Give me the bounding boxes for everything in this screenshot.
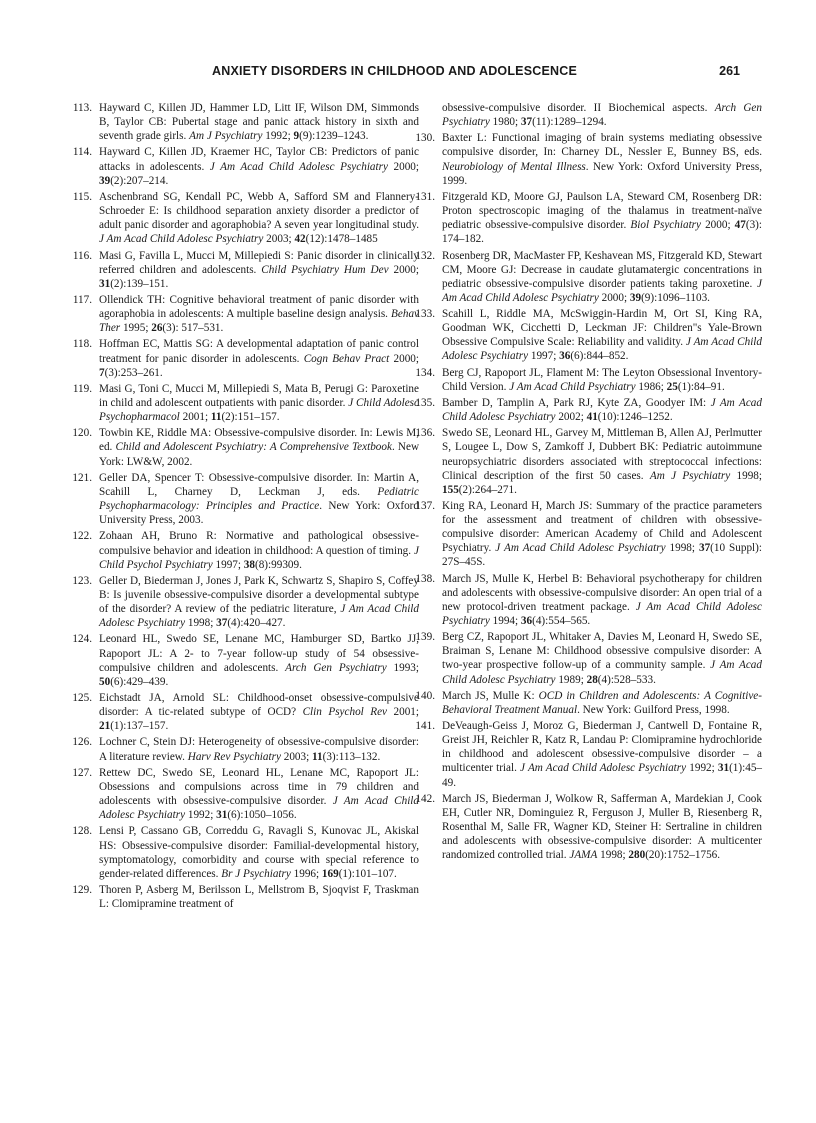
reference-number: 133. — [415, 308, 435, 321]
journal-title: J Am Acad Child Adolesc Psychiatry — [209, 160, 388, 173]
reference-segment: 1994; — [489, 614, 521, 627]
reference-text — [99, 735, 419, 763]
volume-number: 42 — [294, 233, 306, 246]
reference-text — [99, 101, 419, 143]
reference-segment: (8):99309. — [254, 558, 302, 571]
reference-item — [62, 471, 419, 527]
reference-segment: Baxter L: Functional imaging of brain systems mediating obsessive compulsive disorder, In: Charney DL, Nessler E, Bunney BS, eds. — [442, 132, 762, 159]
reference-number: 132. — [415, 249, 435, 262]
reference-number: 128. — [72, 825, 92, 838]
reference-segment: Geller DA, Spencer T: Obsessive-compulsive disorder. In: Martin A, Scahill L, Charney D, Leckman J, eds. — [99, 471, 419, 498]
reference-number: 125. — [72, 692, 92, 704]
journal-title: Clin Psychol Rev — [302, 706, 388, 719]
volume-number: 169 — [321, 867, 339, 880]
reference-text — [99, 574, 419, 630]
reference-segment: Zohaan AH, Bruno R: Normative and pathological obsessive-compulsive behavior and ideation in childhood: A question of timing. — [99, 530, 419, 557]
reference-text — [99, 529, 419, 571]
volume-number: 21 — [99, 720, 111, 733]
volume-number: 155 — [442, 483, 459, 496]
reference-number: 117. — [72, 293, 92, 306]
reference-number: 123. — [72, 574, 92, 587]
volume-number: 37 — [698, 542, 711, 555]
reference-text — [99, 766, 419, 822]
reference-segment: 1993; — [386, 661, 420, 674]
journal-title: J Am Acad Child Adolesc Psychiatry — [442, 659, 762, 686]
reference-text — [442, 190, 762, 246]
reference-segment: (2):264–271. — [458, 483, 517, 496]
reference-number: 118. — [72, 338, 92, 351]
reference-segment: 2000; — [388, 263, 419, 276]
reference-column-left — [62, 101, 419, 913]
reference-item — [62, 101, 419, 143]
volume-number: 39 — [629, 291, 642, 304]
reference-segment: Towbin KE, Riddle MA: Obsessive-compulsive disorder. In: Lewis M, ed. — [99, 427, 419, 454]
reference-segment: (12):1478–1485 — [305, 233, 378, 246]
reference-segment: . New York: LW&W, 2002. — [99, 441, 420, 468]
volume-number: 38 — [243, 558, 255, 571]
reference-segment: 2000; — [598, 291, 630, 304]
reference-number: 141. — [415, 720, 435, 733]
reference-segment: 2000; — [387, 160, 419, 173]
reference-number: 139. — [415, 631, 435, 644]
reference-text — [442, 366, 762, 394]
reference-segment: (10 Suppl): 27S–45S. — [442, 542, 763, 569]
reference-text — [99, 145, 419, 187]
volume-number: 7 — [99, 366, 105, 379]
volume-number: 37 — [216, 617, 228, 630]
reference-item — [62, 529, 419, 571]
reference-segment: King RA, Leonard H, March JS: Summary of the practice parameters for the assessment and treatment of children with obsessive-compulsive disorder: American Academy of Child and Adolescent Psychiatry. — [442, 500, 762, 555]
reference-segment: (1):84–91. — [677, 380, 725, 393]
reference-segment: 1998; — [597, 849, 629, 862]
reference-text — [442, 101, 762, 129]
volume-number: 9 — [293, 130, 300, 143]
reference-item — [405, 792, 762, 862]
reference-segment: March JS, Biederman J, Wolkow R, Safferman A, Mardekian J, Cook EH, Cutler NR, Dominguiez R, Ferguson J, Muller B, Riesenberg R, Rosenthal M, Salle FR, Wagner KD, Steiner H: Sertraline in children and adolescents with obsessive-compulsive disorder: A multicenter randomized controlled trial. — [442, 792, 762, 862]
reference-segment: (4):554–565. — [532, 614, 591, 627]
volume-number: 280 — [628, 849, 646, 862]
reference-item — [62, 249, 419, 291]
journal-title: Arch Gen Psychiatry — [285, 661, 387, 674]
journal-title: J Am Acad Child Adolesc Psychiatry — [442, 397, 762, 424]
volume-number: 36 — [520, 614, 533, 627]
reference-item — [405, 131, 762, 187]
reference-item — [62, 382, 419, 424]
reference-number: 119. — [72, 382, 92, 395]
reference-segment: 2003; — [280, 750, 313, 763]
reference-segment: Geller D, Biederman J, Jones J, Park K, Schwartz S, Shapiro S, Coffey B: Is juvenile obsessive-compulsive disorder a developmental subtype of the disorder? A review of the pediatric literature, — [99, 574, 419, 616]
reference-text — [99, 249, 419, 291]
reference-number: 129. — [72, 883, 92, 896]
reference-segment: Masi G, Toni C, Mucci M, Millepiedi S, Mata B, Perugi G: Paroxetine in child and adolescent outpatients with panic disorder. — [99, 382, 419, 409]
reference-number: 130. — [415, 132, 435, 145]
reference-number: 114. — [72, 146, 92, 159]
reference-number: 142. — [415, 792, 435, 805]
reference-number: 115. — [72, 190, 92, 203]
reference-item — [62, 766, 419, 822]
reference-segment: Thoren P, Asberg M, Berilsson L, Mellstrom B, Sjoqvist F, Traskman L: Clomipramine treatment of — [99, 883, 419, 911]
journal-title: J Am Acad Child Adolesc Psychiatry — [495, 542, 666, 555]
reference-text — [99, 293, 419, 335]
reference-text — [99, 632, 419, 688]
reference-segment: Leonard HL, Swedo SE, Lenane MC, Hamburger SD, Bartko JJ, Rapoport JL: A 2- to 7-year follow-up study of 54 obsessive-compulsive children and adolescents. — [99, 633, 419, 674]
journal-title: Cogn Behav Pract — [303, 352, 390, 365]
journal-title: J Am Acad Child Adolesc Psychiatry — [520, 762, 687, 775]
reference-segment: Hayward C, Killen JD, Hammer LD, Litt IF, Wilson DM, Simmonds B, Taylor CB: Pubertal stage and panic attack history in sixth and seventh grade girls. — [99, 102, 419, 143]
reference-segment: (6):1050–1056. — [227, 809, 297, 822]
reference-segment: 2000; — [389, 352, 419, 365]
reference-segment: Masi G, Favilla L, Mucci M, Millepiedi S: Panic disorder in clinically referred children and adolescents. — [99, 249, 419, 276]
journal-title: JAMA — [569, 849, 598, 862]
reference-segment: 1992; — [262, 130, 294, 143]
journal-title: Child and Adolescent Psychiatry: A Comprehensive Textbook — [115, 441, 392, 454]
reference-segment: 2000; — [701, 219, 735, 232]
volume-number: 25 — [666, 380, 678, 393]
running-header — [60, 64, 740, 82]
reference-segment: 1986; — [635, 380, 667, 393]
reference-text — [99, 382, 419, 424]
volume-number: 41 — [586, 411, 598, 424]
reference-segment: 1997; — [528, 350, 560, 363]
journal-title: Br J Psychiatry — [221, 867, 291, 880]
reference-item — [405, 249, 762, 305]
reference-item — [62, 574, 419, 630]
journal-title: Am J Psychiatry — [189, 130, 263, 143]
reference-segment: Berg CJ, Rapoport JL, Flament M: The Leyton Obsessional Inventory-Child Version. — [442, 366, 762, 393]
reference-segment: . New York: Oxford University Press, 2003. — [99, 500, 419, 527]
reference-text — [442, 307, 762, 363]
reference-number: 121. — [72, 471, 92, 484]
reference-item — [62, 145, 419, 187]
journal-title: Harv Rev Psychiatry — [187, 750, 281, 763]
reference-text — [442, 249, 762, 305]
reference-item — [62, 293, 419, 335]
reference-number: 113. — [72, 102, 92, 114]
reference-text — [99, 691, 419, 733]
reference-item — [405, 499, 762, 569]
reference-text — [99, 471, 419, 527]
reference-segment: (2):207–214. — [110, 174, 169, 187]
reference-segment: 1980; — [489, 116, 521, 129]
journal-title: J Child Psychol Psychiatry — [99, 544, 419, 571]
volume-number: 26 — [151, 322, 163, 335]
journal-title: Pediatric Psychopharmacology: Principles and Practice — [99, 485, 419, 513]
reference-segment: Hoffman EC, Mattis SG: A developmental adaptation of panic control treatment for panic disorder in adolescents. — [99, 338, 419, 365]
reference-segment: Lochner C, Stein DJ: Heterogeneity of obsessive-compulsive disorder: A literature review. — [99, 736, 419, 763]
reference-number: 116. — [72, 249, 92, 262]
journal-title: Am J Psychiatry — [649, 469, 731, 482]
journal-title: J Child Adolesc Psychopharmacol — [99, 397, 419, 424]
reference-item — [62, 883, 419, 911]
reference-segment: 2001; — [179, 411, 211, 424]
reference-segment: Berg CZ, Rapoport JL, Whitaker A, Davies M, Leonard H, Swedo SE, Braiman S, Lenane M: Childhood obsessive compulsive disorder: A two-year prospective follow-up of a community sample. — [442, 631, 762, 672]
reference-text — [442, 630, 762, 686]
reference-text — [442, 499, 762, 569]
reference-segment: March JS, Mulle K, Herbel B: Behavioral psychotherapy for children and adolescents with obsessive-compulsive disorder: An open trial of a new protocol-driven treatment package. — [442, 572, 762, 613]
reference-segment: (9):1239–1243. — [299, 130, 369, 143]
reference-segment: 1997; — [212, 558, 244, 571]
journal-title: J Am Acad Child Adolesc Psychiatry — [99, 603, 420, 630]
reference-segment: DeVeaugh-Geiss J, Moroz G, Biederman J, Cantwell D, Fontaine R, Greist JH, Reichler R, Katz R, Landau P: Clomipramine hydrochloride in childhood and adolescent obsessive-compulsive disorder – a multicenter trial. — [442, 720, 762, 775]
reference-number: 134. — [415, 366, 435, 379]
volume-number: 37 — [520, 116, 533, 129]
reference-segment: 2003; — [263, 233, 295, 246]
journal-title: J Am Acad Child Adolesc Psychiatry — [442, 336, 762, 363]
reference-segment: 2001; — [387, 706, 420, 719]
reference-text — [99, 824, 419, 880]
reference-number: 127. — [72, 766, 92, 779]
reference-item — [405, 426, 762, 496]
reference-item — [405, 307, 762, 363]
journal-title: J Am Acad Child Adolesc Psychiatry — [99, 795, 419, 822]
reference-segment: (6):429–439. — [110, 675, 169, 688]
reference-segment: Eichstadt JA, Arnold SL: Childhood-onset obsessive-compulsive disorder: A tic-related subtype of OCD? — [99, 692, 419, 719]
reference-item — [405, 190, 762, 246]
reference-segment: Rettew DC, Swedo SE, Leonard HL, Lenane MC, Rapoport JL: Obsessions and compulsions across time in 79 children and adolescents with obsessive-compulsive disorder. — [99, 766, 419, 808]
reference-segment: (1):137–157. — [110, 720, 169, 733]
reference-segment: (3): 174–182. — [442, 219, 762, 246]
reference-segment: (2):151–157. — [221, 411, 280, 424]
reference-segment: 1998; — [185, 617, 217, 630]
reference-item — [62, 426, 419, 468]
reference-segment: 1992; — [686, 762, 718, 775]
reference-item — [405, 366, 762, 394]
journal-title: J Am Acad Child Adolesc Psychiatry — [442, 277, 762, 304]
volume-number: 11 — [210, 411, 222, 424]
reference-number: 131. — [415, 190, 435, 203]
reference-segment: (3):253–261. — [104, 366, 163, 379]
reference-segment: Hayward C, Killen JD, Kraemer HC, Taylor CB: Predictors of panic attacks in adolescents. — [99, 146, 419, 173]
reference-text — [99, 883, 419, 911]
reference-text — [99, 426, 419, 468]
reference-segment: (9):1096–1103. — [641, 291, 710, 304]
reference-segment: (3): 517–531. — [162, 322, 224, 335]
reference-segment: Fitzgerald KD, Moore GJ, Paulson LA, Steward CM, Rosenberg DR: Proton spectroscopic imaging of the thalamus in treatment-naïve pediatric obsessive-compulsive disorder. — [442, 190, 762, 232]
reference-item — [62, 691, 419, 733]
reference-text — [442, 792, 762, 862]
reference-segment: (2):139–151. — [110, 277, 169, 290]
reference-item — [405, 689, 762, 717]
reference-number: 140. — [415, 689, 435, 702]
reference-segment: (20):1752–1756. — [645, 849, 721, 862]
reference-segment: (6):844–852. — [570, 350, 629, 363]
volume-number: 36 — [559, 350, 571, 363]
reference-segment: Lensi P, Cassano GB, Correddu G, Ravagli S, Kunovac JL, Akiskal HS: Obsessive-compulsive disorder: Familial-developmental history, symptomatology, comorbidity and course with special reference to gender-related differences. — [99, 825, 419, 880]
reference-item — [62, 337, 419, 379]
reference-item — [405, 630, 762, 686]
reference-number: 138. — [415, 572, 435, 585]
volume-number: 11 — [312, 750, 323, 763]
volume-number: 50 — [99, 675, 111, 688]
reference-number: 137. — [415, 500, 435, 513]
reference-segment: (1):101–107. — [338, 867, 397, 880]
journal-title: J Am Acad Child Adolesc Psychiatry — [442, 600, 762, 627]
journal-title: J Am Acad Child Adolesc Psychiatry — [99, 233, 264, 246]
volume-number: 39 — [99, 174, 111, 187]
reference-text — [442, 719, 762, 789]
reference-segment: obsessive-compulsive disorder. II Biochemical aspects. — [442, 102, 715, 114]
reference-segment: Rosenberg DR, MacMaster FP, Keshavean MS, Fitzgerald KD, Stewart CM, Moore GJ: Decrease in caudate glutamatergic concentrations in pediatric obsessive-compulsive disorder patients taking paroxetine. — [442, 249, 762, 290]
reference-text — [442, 131, 762, 187]
reference-segment: 1995; — [120, 322, 152, 335]
reference-segment: (4):420–427. — [227, 617, 286, 630]
reference-segment: . New York: Oxford University Press, 1999. — [442, 160, 762, 187]
reference-text — [442, 396, 762, 424]
reference-item — [405, 101, 762, 129]
reference-segment: Scahill L, Riddle MA, McSwiggin-Hardin M, Ort SI, King RA, Goodman WK, Cicchetti D, Leckman JF: Children"s Yale-Brown Obsessive Compulsive Scale: Reliability and validity. — [442, 308, 762, 349]
reference-item — [62, 824, 419, 880]
reference-item — [405, 572, 762, 628]
reference-item — [405, 396, 762, 424]
reference-segment: . New York: Guilford Press, 1998. — [577, 703, 730, 716]
reference-segment: (11):1289–1294. — [532, 116, 607, 129]
volume-number: 31 — [717, 762, 730, 775]
reference-segment: Ollendick TH: Cognitive behavioral treatment of panic disorder with agoraphobia in adolescents: A multiple baseline design analysis. — [99, 293, 419, 321]
reference-number: 124. — [72, 633, 92, 646]
reference-text — [442, 572, 762, 628]
page-number: 261 — [719, 64, 740, 78]
reference-segment: (4):528–533. — [597, 673, 656, 686]
reference-text — [99, 337, 419, 379]
journal-title: J Am Acad Child Psychiatry — [509, 380, 636, 393]
journal-title: Child Psychiatry Hum Dev — [261, 263, 389, 276]
journal-title: Arch Gen Psychiatry — [442, 102, 762, 129]
reference-item — [405, 719, 762, 789]
reference-item — [62, 190, 419, 246]
journal-title: Neurobiology of Mental Illness — [442, 160, 586, 173]
reference-segment: Aschenbrand SG, Kendall PC, Webb A, Safford SM and Flannery-Schroeder E: Is childhood separation anxiety disorder a predictor of adult panic disorder and agoraphobia? A seven year longitudinal study. — [99, 190, 419, 232]
journal-title: OCD in Children and Adolescents: A Cognitive-Behavioral Treatment Manual — [442, 689, 762, 716]
reference-text — [442, 689, 762, 717]
reference-segment: (3):113–132. — [322, 750, 381, 763]
reference-number: 122. — [72, 530, 92, 543]
reference-segment: 1998; — [665, 542, 699, 555]
reference-segment: 2002; — [555, 411, 587, 424]
reference-segment: March JS, Mulle K: — [442, 689, 539, 702]
running-title: ANXIETY DISORDERS IN CHILDHOOD AND ADOLESCENCE — [212, 64, 578, 78]
reference-segment: 1989; — [555, 673, 587, 686]
reference-column-right — [405, 101, 762, 865]
journal-title: Behav Ther — [99, 308, 419, 335]
reference-segment: (1):45–49. — [442, 762, 763, 789]
reference-number: 136. — [415, 427, 435, 440]
volume-number: 31 — [99, 277, 111, 290]
reference-item — [62, 735, 419, 763]
volume-number: 47 — [734, 219, 746, 232]
volume-number: 28 — [586, 673, 598, 686]
reference-number: 135. — [415, 397, 435, 409]
reference-segment: 1996; — [290, 867, 322, 880]
reference-text — [99, 190, 419, 246]
reference-segment: 1998; — [730, 469, 762, 482]
journal-title: Biol Psychiatry — [630, 219, 701, 232]
reference-segment: (10):1246–1252. — [597, 411, 673, 424]
reference-segment: Swedo SE, Leonard HL, Garvey M, Mittleman B, Allen AJ, Perlmutter S, Lougee L, Dow S, Zamkoff J, Dubbert BK: Pediatric autoimmune neuropsychiatric disorders associated with streptococcal infections: Clinical description of the first 50 cases. — [442, 427, 762, 482]
reference-number: 126. — [72, 736, 92, 749]
reference-segment: 1992; — [185, 809, 217, 822]
reference-text — [442, 426, 762, 496]
reference-number: 120. — [72, 427, 92, 440]
volume-number: 31 — [216, 809, 228, 822]
reference-segment: Bamber D, Tamplin A, Park RJ, Kyte ZA, Goodyer IM: — [442, 397, 711, 409]
reference-item — [62, 632, 419, 688]
